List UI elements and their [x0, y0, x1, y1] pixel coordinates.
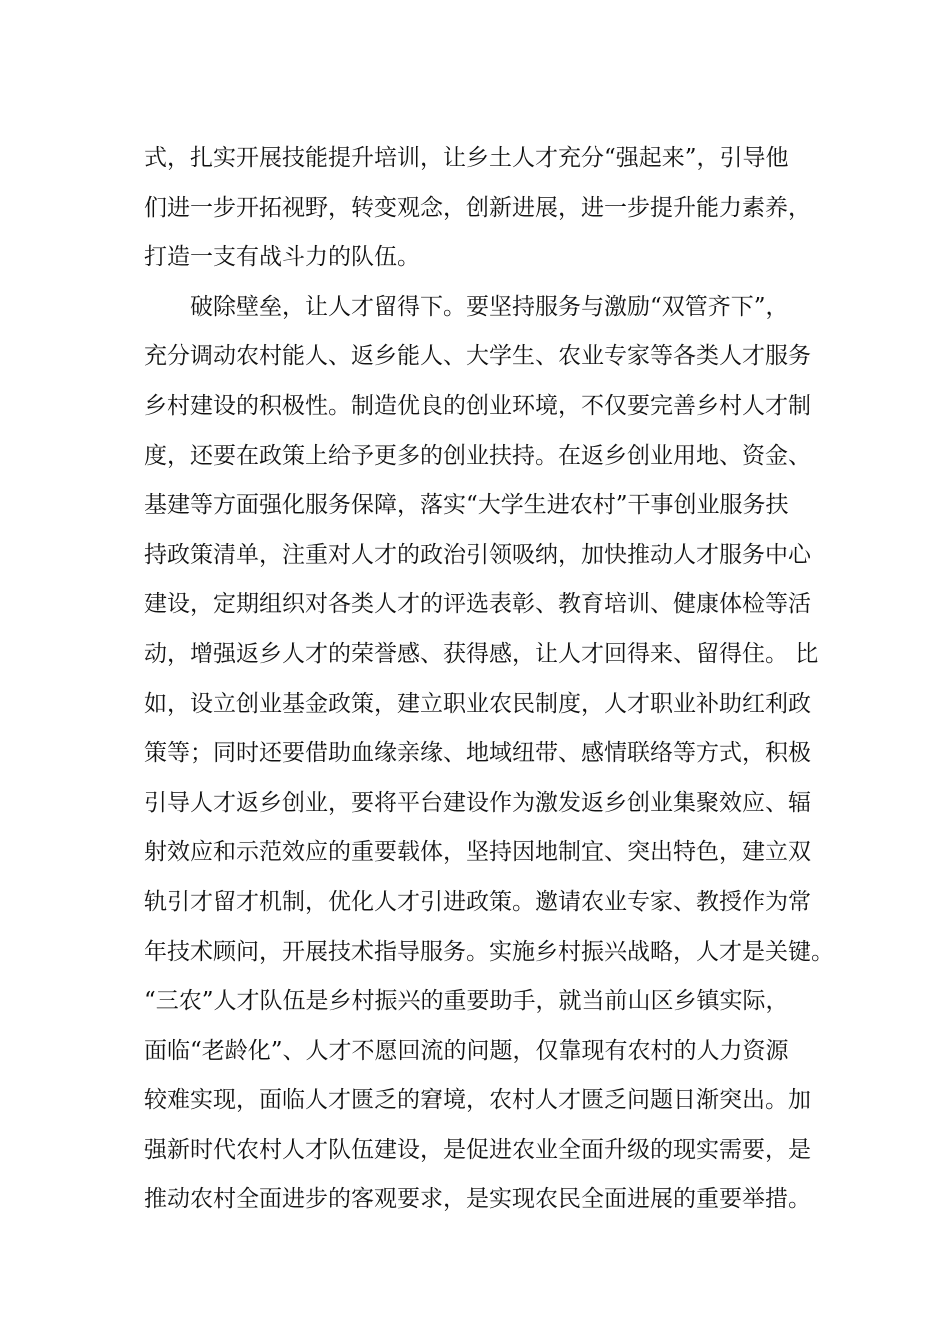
paragraph-line: 充分调动农村能人、返乡能人、大学生、农业专家等各类人才服务: [144, 343, 811, 370]
paragraph-line: 策等；同时还要借助血缘亲缘、地域纽带、感情联络等方式，积极: [144, 740, 811, 767]
paragraph-line: 推动农村全面进步的客观要求，是实现农民全面进展的重要举措。: [144, 1186, 811, 1213]
paragraph-line: “三农”人才队伍是乡村振兴的重要助手，就当前山区乡镇实际，: [144, 988, 789, 1015]
paragraph-line: 年技术顾问，开展技术指导服务。实施乡村振兴战略，人才是关键。: [144, 938, 834, 965]
paragraph-line: 式，扎实开展技能提升培训，让乡土人才充分“强起来”，引导他: [144, 145, 789, 171]
paragraph-line: 打造一支有战斗力的队伍。: [144, 244, 420, 271]
paragraph-line: 较难实现，面临人才匮乏的窘境，农村人才匮乏问题日渐突出。加: [144, 1087, 811, 1114]
paragraph-line: 射效应和示范效应的重要载体，坚持因地制宜、突出特色，建立双: [144, 839, 811, 866]
paragraph-line: 引导人才返乡创业，要将平台建设作为激发返乡创业集聚效应、辐: [144, 789, 811, 816]
paragraph-line: 轨引才留才机制，优化人才引进政策。邀请农业专家、教授作为常: [144, 888, 811, 915]
paragraph-line: 如，设立创业基金政策，建立职业农民制度，人才职业补助红利政: [144, 690, 811, 717]
paragraph-line: 面临“老龄化”、人才不愿回流的问题，仅靠现有农村的人力资源: [144, 1037, 789, 1064]
paragraph-line: 持政策清单，注重对人才的政治引领吸纳，加快推动人才服务中心: [144, 541, 811, 568]
paragraph-line: 乡村建设的积极性。制造优良的创业环境，不仅要完善乡村人才制: [144, 392, 811, 419]
paragraph-line: 基建等方面强化服务保障，落实“大学生进农村”干事创业服务扶: [144, 492, 789, 519]
paragraph-line: 破除壁垒，让人才留得下。要坚持服务与激励“双管齐下”，: [190, 293, 789, 320]
document-body: [144, 134, 834, 1225]
paragraph-2: [144, 283, 834, 1225]
paragraph-line: 强新时代农村人才队伍建设，是促进农业全面升级的现实需要，是: [144, 1136, 811, 1163]
paragraph-line: 度，还要在政策上给予更多的创业扶持。在返乡创业用地、资金、: [144, 442, 811, 469]
paragraph-line: 们进一步开拓视野，转变观念，创新进展，进一步提升能力素养，: [144, 194, 811, 221]
paragraph-line: 动，增强返乡人才的荣誉感、获得感，让人才回得来、留得住。 比: [144, 640, 819, 667]
paragraph-line: 建设，定期组织对各类人才的评选表彰、教育培训、健康体检等活: [144, 591, 811, 618]
paragraph-1: [144, 134, 834, 283]
